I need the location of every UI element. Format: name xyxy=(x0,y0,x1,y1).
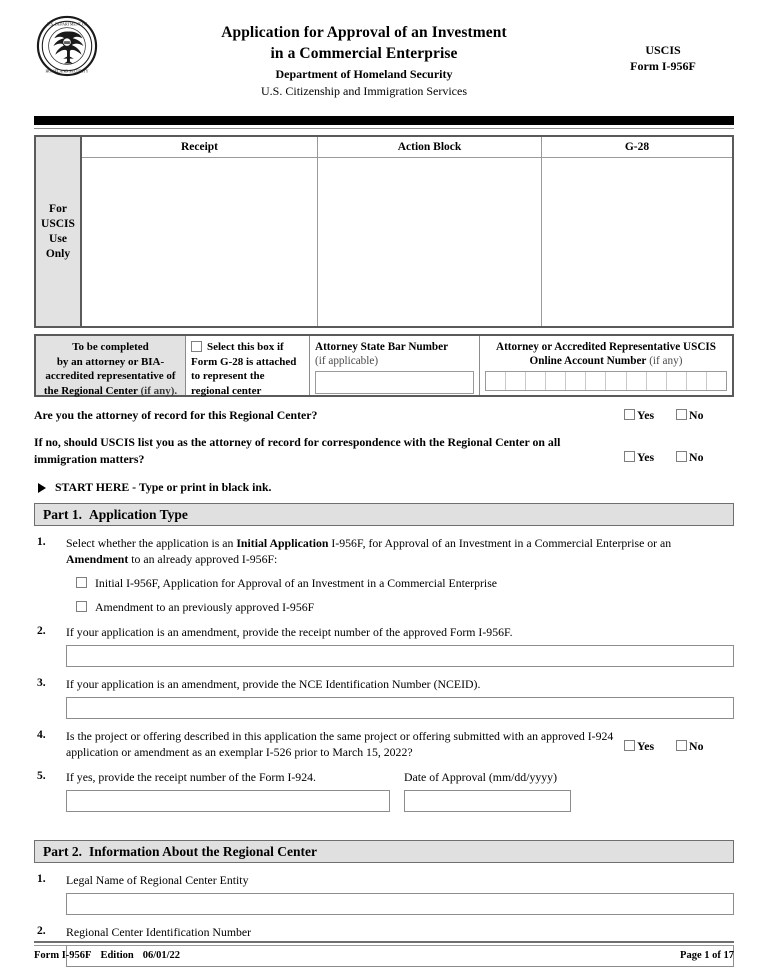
uscis-column-receipt xyxy=(82,137,318,326)
part-1-item-2-text: If your application is an amendment, provide the receipt number of the approved Form I-956F. xyxy=(66,625,513,639)
part-1-banner xyxy=(34,503,734,526)
footer-page-number: Page 1 of 17 xyxy=(680,950,734,961)
start-here-instruction xyxy=(34,480,734,495)
agency-name: Department of Homeland Security xyxy=(275,67,453,81)
part-2-item-1-body xyxy=(66,872,734,915)
attorney-question-1 xyxy=(34,407,734,424)
uscis-label-line-4: Only xyxy=(45,247,71,260)
footer-form-info xyxy=(34,950,189,961)
agency-subdivision: U.S. Citizenship and Immigration Services xyxy=(261,84,467,98)
attorney-question-1-yes[interactable] xyxy=(624,408,654,423)
part-2-item-1-number: 1. xyxy=(37,873,46,885)
checkbox[interactable] xyxy=(676,740,687,751)
yes-label: Yes xyxy=(637,449,655,464)
attorney-question-2-text: If no, should USCIS list you as the attorney of record for correspondence with the Regional Center on all immigration matters? xyxy=(34,435,561,466)
g28-attached-label: Select this box if Form G-28 is attached to represent the regional center xyxy=(191,341,297,397)
attorney-note-line-4-suffix: (if any). xyxy=(140,384,178,397)
nceid-input[interactable] xyxy=(66,697,734,719)
attorney-question-2-options xyxy=(624,438,734,465)
item-1-text-a: Select whether the application is an xyxy=(66,536,237,550)
attorney-online-account-input[interactable] xyxy=(485,371,727,391)
footer-edition-label: Edition xyxy=(100,950,134,961)
account-cell[interactable] xyxy=(627,372,647,390)
attorney-note-line-4-main: the Regional Center xyxy=(43,384,138,397)
choice-amendment-label: Amendment to an previously approved I-956F xyxy=(95,600,315,614)
date-of-approval-label: Date of Approval (mm/dd/yyyy) xyxy=(404,770,558,784)
attorney-note-line-1: To be completed xyxy=(72,341,149,353)
uscis-column-g28-header: G-28 xyxy=(542,137,732,158)
part-1-number: Part 1. xyxy=(43,506,82,522)
footer-edition-date: 06/01/22 xyxy=(142,950,181,961)
attorney-state-bar-sublabel: (if applicable) xyxy=(315,355,379,367)
part-1-item-5-number: 5. xyxy=(37,770,46,782)
g28-attached-checkbox[interactable] xyxy=(191,341,202,352)
account-cell[interactable] xyxy=(506,372,526,390)
part-2-banner xyxy=(34,840,734,863)
form-owner: USCIS xyxy=(645,43,681,57)
account-cell[interactable] xyxy=(566,372,586,390)
attorney-note-line-2: by an attorney or BIA- xyxy=(56,355,165,368)
account-cell[interactable] xyxy=(606,372,626,390)
account-cell[interactable] xyxy=(707,372,726,390)
part-1-item-1-choice-initial[interactable] xyxy=(66,575,734,591)
part-2-item-1-text: Legal Name of Regional Center Entity xyxy=(66,873,249,887)
i924-receipt-label: If yes, provide the receipt number of the Form I-924. xyxy=(66,770,316,784)
part-1-item-5-labels xyxy=(66,769,734,785)
uscis-label-line-1: For xyxy=(49,202,67,215)
part-1-item-2 xyxy=(34,624,734,667)
account-cell[interactable] xyxy=(586,372,606,390)
svg-text:U.S. DEPARTMENT OF: U.S. DEPARTMENT OF xyxy=(46,21,88,27)
part-1-item-4-options xyxy=(624,728,734,760)
attorney-online-account-label: Attorney or Accredited Representative USCIS Online Account Number xyxy=(496,341,716,367)
item-1-text-c: I-956F, for Approval of an Investment in a Commercial Enterprise or an xyxy=(328,536,672,550)
form-title-line-1: Application for Approval of an Investment xyxy=(221,24,507,41)
attorney-note-line-3: accredited representative of xyxy=(45,370,176,382)
part-1-item-1-choice-amendment[interactable] xyxy=(66,599,734,615)
header-divider-thick xyxy=(34,116,734,125)
checkbox[interactable] xyxy=(676,409,687,420)
i924-receipt-number-input[interactable] xyxy=(66,790,390,812)
uscis-use-only-label xyxy=(36,137,82,326)
account-cell[interactable] xyxy=(526,372,546,390)
account-cell[interactable] xyxy=(667,372,687,390)
header-divider-thin xyxy=(34,128,734,129)
attorney-note-line-4 xyxy=(41,384,180,399)
part-1-item-5-body xyxy=(66,769,734,812)
part-1-title: Application Type xyxy=(88,506,188,522)
form-title-line-2: in a Commercial Enterprise xyxy=(270,45,458,62)
page-header xyxy=(34,0,734,110)
attorney-completion-note xyxy=(36,336,186,395)
attorney-question-1-no[interactable] xyxy=(676,408,703,423)
attorney-state-bar-input[interactable] xyxy=(315,371,474,394)
triangle-right-icon xyxy=(38,483,46,493)
no-label: No xyxy=(689,449,704,464)
footer-form-name: Form I-956F xyxy=(34,950,92,961)
g28-attached-checkbox-cell[interactable] xyxy=(186,336,310,395)
part-2-item-2-number: 2. xyxy=(37,925,46,937)
account-cell[interactable] xyxy=(486,372,506,390)
page-title xyxy=(84,22,644,99)
item-1-text-b: Initial Application xyxy=(236,536,329,550)
part-1-item-1-body xyxy=(66,535,734,615)
uscis-column-action-body[interactable] xyxy=(318,158,541,326)
attorney-question-2-yes[interactable] xyxy=(624,450,654,465)
uscis-label-line-2: USCIS xyxy=(41,217,75,230)
form-identifier xyxy=(608,42,718,74)
choice-initial-label: Initial I-956F, Application for Approval of an Investment in a Commercial Enterprise xyxy=(95,576,498,590)
account-cell[interactable] xyxy=(647,372,667,390)
account-cell[interactable] xyxy=(687,372,707,390)
part-1-item-3 xyxy=(34,676,734,719)
form-number: Form I-956F xyxy=(630,59,696,73)
attorney-question-1-text: Are you the attorney of record for this Regional Center? xyxy=(34,408,318,422)
attorney-state-bar-label: Attorney State Bar Number xyxy=(315,341,449,353)
yes-label: Yes xyxy=(637,739,655,753)
part-1-item-3-number: 3. xyxy=(37,677,46,689)
regional-center-legal-name-input[interactable] xyxy=(66,893,734,915)
part-2-item-1 xyxy=(34,872,734,915)
part-2-title: Information About the Regional Center xyxy=(88,843,317,859)
part-1-item-2-number: 2. xyxy=(37,625,46,637)
page-footer xyxy=(34,941,734,961)
checkbox[interactable] xyxy=(624,409,635,420)
part-1-item-4 xyxy=(34,728,734,760)
part-1-item-3-text: If your application is an amendment, provide the NCE Identification Number (NCEID). xyxy=(66,677,481,691)
attorney-online-account-sublabel: (if any) xyxy=(649,355,683,367)
attorney-online-account-label-wrap xyxy=(485,340,727,368)
part-1-item-4-number: 4. xyxy=(37,729,46,741)
uscis-column-receipt-body[interactable] xyxy=(82,158,317,326)
uscis-column-action-header: Action Block xyxy=(318,137,541,158)
part-1-item-5 xyxy=(34,769,734,812)
attorney-state-bar-cell xyxy=(310,336,480,395)
attorney-question-1-options xyxy=(624,407,734,423)
checkbox[interactable] xyxy=(76,577,87,588)
checkbox[interactable] xyxy=(676,451,687,462)
checkbox[interactable] xyxy=(76,601,87,612)
part-1-item-1-number: 1. xyxy=(37,536,46,548)
uscis-column-g28 xyxy=(542,137,732,326)
footer-divider xyxy=(34,941,734,946)
uscis-use-only-table xyxy=(34,135,734,328)
attorney-information-band xyxy=(34,334,734,397)
start-here-text: START HERE - Type or print in black ink. xyxy=(55,480,272,494)
part-1-item-5-inputs xyxy=(66,785,734,812)
item-1-text-e: to an already approved I-956F: xyxy=(128,552,278,566)
part-1-item-4-yes[interactable] xyxy=(624,739,654,760)
attorney-online-account-cell xyxy=(480,336,732,395)
part-1-item-3-body xyxy=(66,676,734,719)
dhs-seal-icon xyxy=(36,15,98,77)
footer-row xyxy=(34,950,734,961)
no-label: No xyxy=(689,408,704,422)
part-1-item-1 xyxy=(34,535,734,615)
yes-label: Yes xyxy=(637,408,655,422)
attorney-question-2-no[interactable] xyxy=(676,450,703,465)
part-1-item-4-text: Is the project or offering described in this application the same project or offering submitted with an approved I-924 application or amendment as an exemplar I-526 prior to March 15, 2022? xyxy=(66,729,614,759)
part-2-item-2-text: Regional Center Identification Number xyxy=(66,925,252,939)
part-1-item-2-body xyxy=(66,624,734,667)
amendment-receipt-number-input[interactable] xyxy=(66,645,734,667)
item-1-text-d: Amendment xyxy=(66,552,129,566)
part-1-item-4-no[interactable] xyxy=(676,739,703,760)
svg-text:HOMELAND SECURITY: HOMELAND SECURITY xyxy=(45,68,89,74)
part-2-number: Part 2. xyxy=(43,843,82,859)
date-of-approval-input[interactable] xyxy=(404,790,571,812)
checkbox[interactable] xyxy=(624,451,635,462)
no-label: No xyxy=(689,739,704,753)
uscis-column-g28-body[interactable] xyxy=(542,158,732,326)
uscis-column-action-block xyxy=(318,137,542,326)
checkbox[interactable] xyxy=(624,740,635,751)
account-cell[interactable] xyxy=(546,372,566,390)
uscis-label-line-3: Use xyxy=(49,232,67,245)
attorney-question-2 xyxy=(34,434,734,468)
uscis-column-receipt-header: Receipt xyxy=(82,137,317,158)
